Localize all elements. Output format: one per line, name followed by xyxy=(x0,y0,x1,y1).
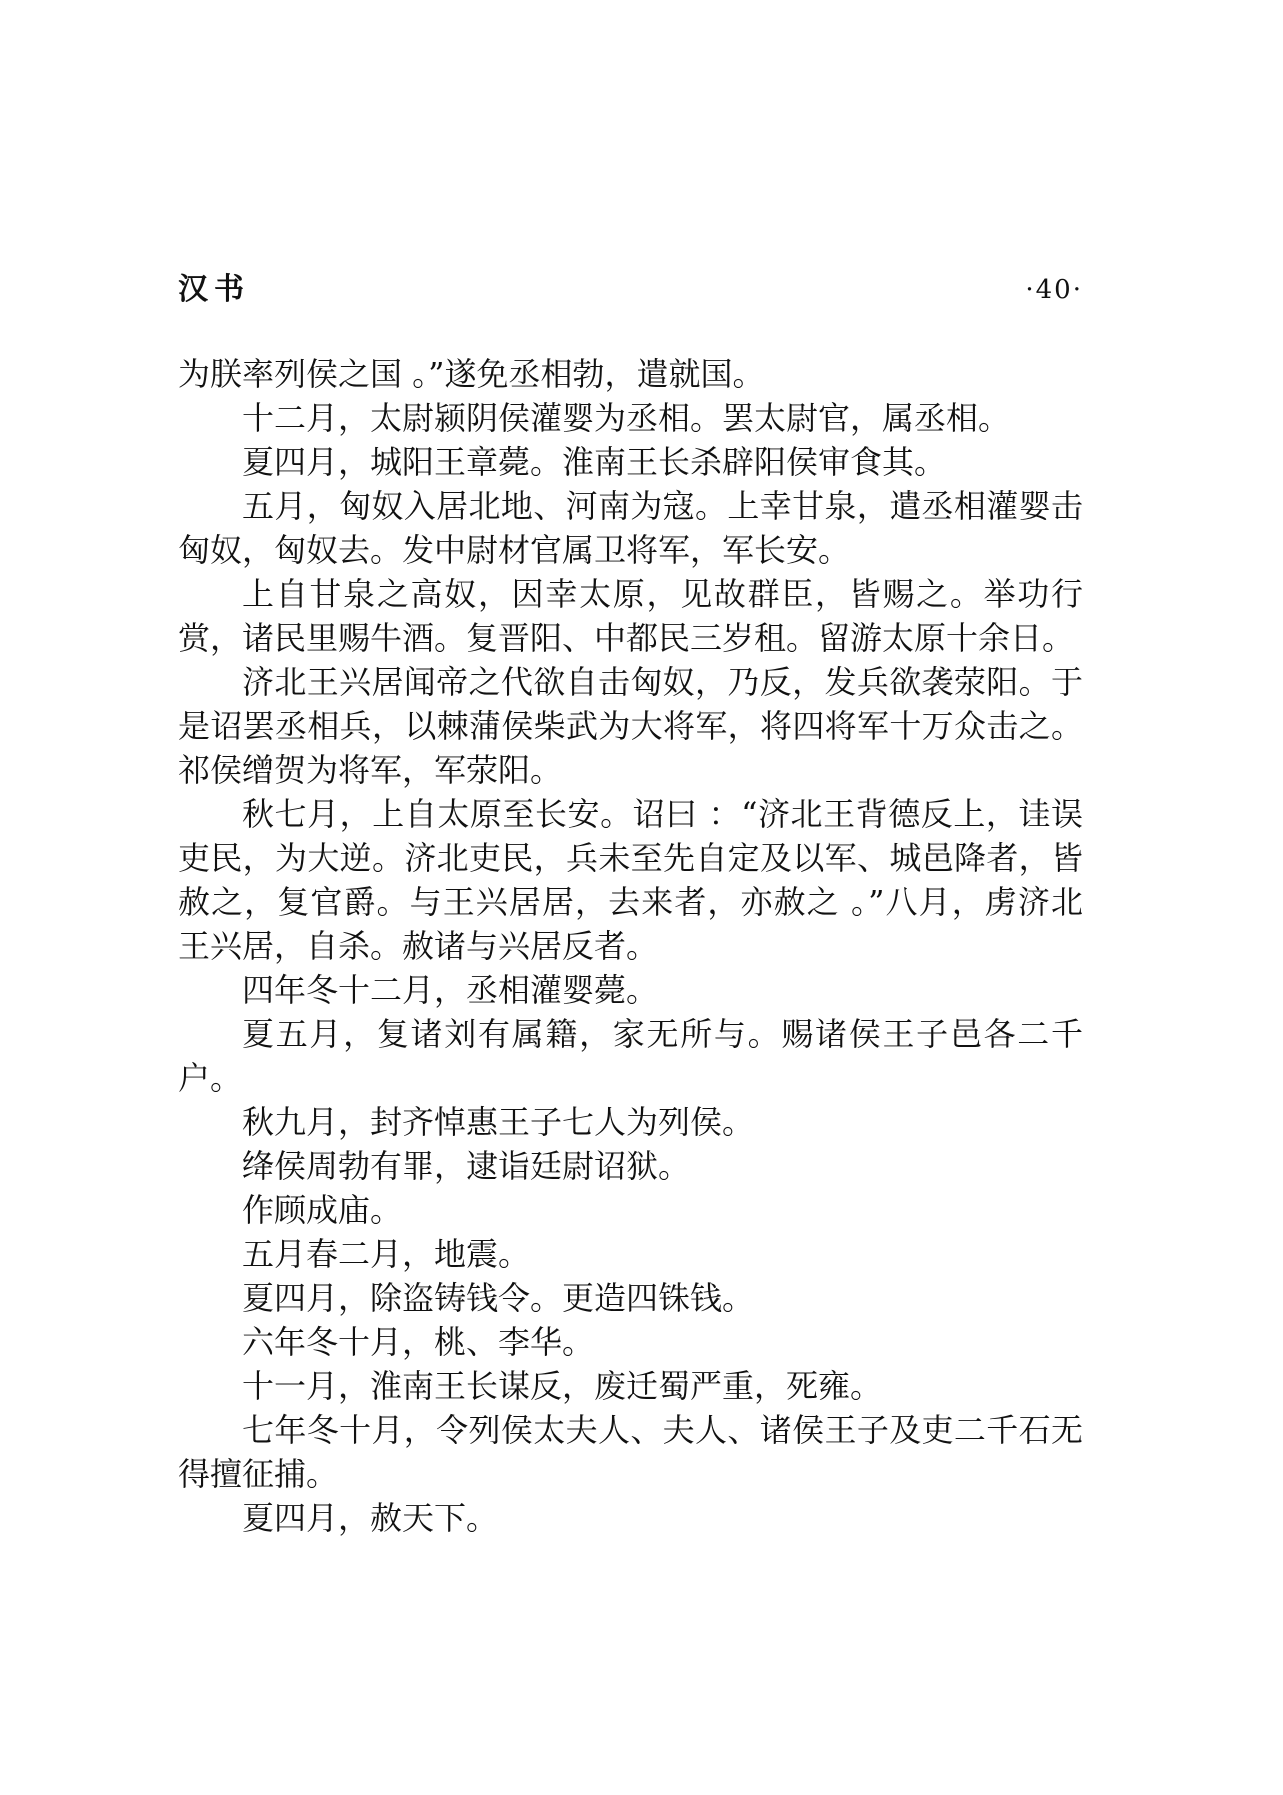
body-text xyxy=(178,352,1083,1540)
paragraph: 绛侯周勃有罪，逮诣廷尉诏狱。 xyxy=(242,1147,691,1185)
paragraph: 作顾成庙。 xyxy=(242,1191,403,1229)
page-header xyxy=(178,268,1083,312)
paragraph: 济北王兴居闻帝之代欲自击匈奴，乃反，发兵欲袭荥阳。于是诏罢丞相兵，以棘蒲侯柴武为大将军，将四将军十万众击之。祁侯缯贺为将军，军荥阳。 xyxy=(178,663,1083,789)
paragraph: 为朕率列侯之国 。”遂免丞相勃，遣就国。 xyxy=(178,355,765,393)
paragraph: 夏四月，城阳王章薨。淮南王长杀辟阳侯审食其。 xyxy=(242,443,947,481)
paragraph: 五月，匈奴入居北地、河南为寇。上幸甘泉，遣丞相灌婴击匈奴，匈奴去。发中尉材官属卫将军，军长安。 xyxy=(178,487,1083,569)
paragraph: 夏四月，除盗铸钱令。更造四铢钱。 xyxy=(242,1279,755,1317)
paragraph: 七年冬十月，令列侯太夫人、夫人、诸侯王子及吏二千石无得擅征捕。 xyxy=(178,1411,1083,1493)
paragraph: 十一月，淮南王长谋反，废迁蜀严重，死雍。 xyxy=(242,1367,883,1405)
paragraph: 夏五月，复诸刘有属籍，家无所与。赐诸侯王子邑各二千户。 xyxy=(178,1015,1083,1097)
paragraph: 秋九月，封齐悼惠王子七人为列侯。 xyxy=(242,1103,755,1141)
paragraph: 四年冬十二月，丞相灌婴薨。 xyxy=(242,971,659,1009)
paragraph: 夏四月，赦天下。 xyxy=(242,1499,499,1537)
paragraph: 上自甘泉之高奴，因幸太原，见故群臣，皆赐之。举功行赏，诸民里赐牛酒。复晋阳、中都民三岁租。留游太原十余日。 xyxy=(178,575,1083,657)
book-title: 汉书 xyxy=(178,272,250,307)
page-number: ·40· xyxy=(1025,275,1083,305)
paragraph: 十二月，太尉颍阴侯灌婴为丞相。罢太尉官，属丞相。 xyxy=(242,399,1011,437)
paragraph: 秋七月，上自太原至长安。诏曰 ：“济北王背德反上，诖误吏民，为大逆。济北吏民，兵未至先自定及以军、城邑降者，皆赦之，复官爵。与王兴居居，去来者，亦赦之 。”八月，虏济北王兴居，自杀。赦诸与兴居反者。 xyxy=(178,795,1083,965)
paragraph: 六年冬十月，桃、李华。 xyxy=(242,1323,595,1361)
paragraph: 五月春二月，地震。 xyxy=(242,1235,531,1273)
